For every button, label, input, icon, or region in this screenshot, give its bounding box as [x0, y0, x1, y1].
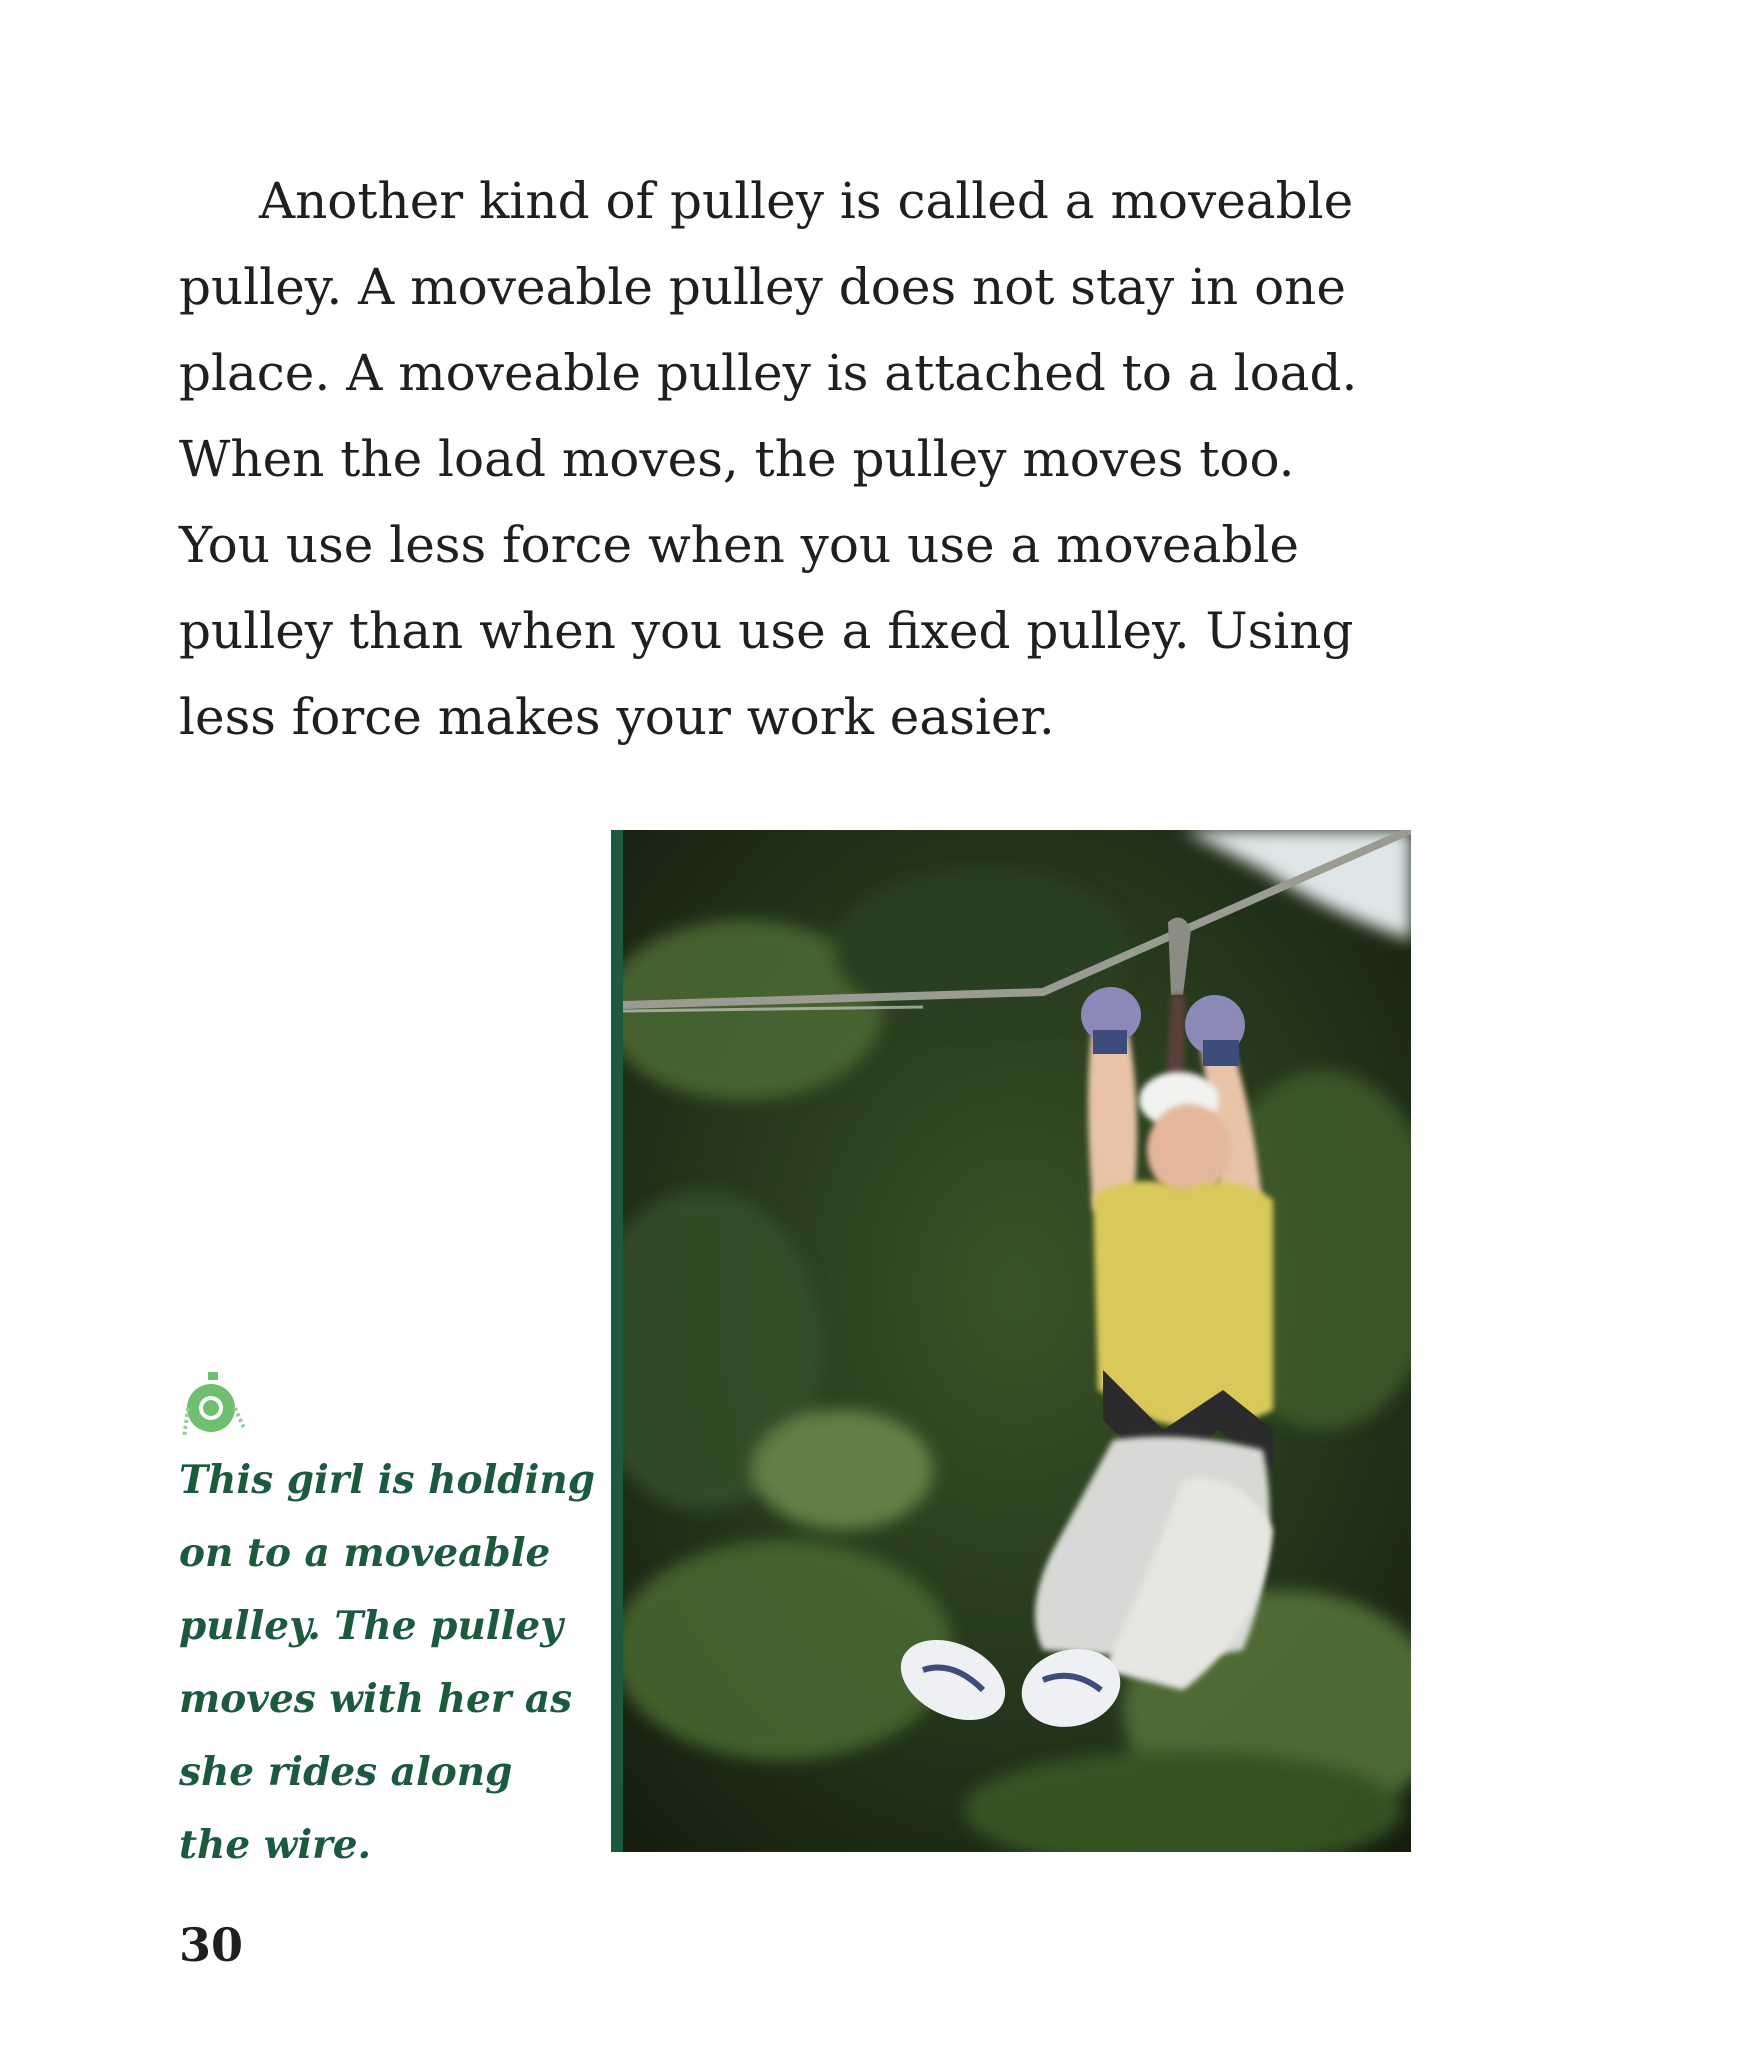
body-paragraph: [179, 158, 1419, 760]
zipline-photo: [611, 830, 1411, 1852]
page-number: 30: [179, 1918, 244, 1972]
zipline-photo-illustration: [623, 830, 1411, 1852]
photo-caption: [179, 1444, 599, 1882]
caption-line: she rides along: [179, 1749, 513, 1795]
body-line: You use less force when you use a moveable: [179, 516, 1299, 574]
body-line: When the load moves, the pulley moves too.: [179, 430, 1295, 488]
body-line: place. A moveable pulley is attached to a load.: [179, 344, 1358, 402]
caption-line: pulley. The pulley: [179, 1603, 563, 1649]
body-line: pulley. A moveable pulley does not stay in one: [179, 258, 1346, 316]
body-line: pulley than when you use a fixed pulley. Using: [179, 602, 1354, 660]
caption-line: the wire.: [179, 1822, 372, 1868]
caption-line: on to a moveable: [179, 1530, 551, 1576]
caption-line: moves with her as: [179, 1676, 573, 1722]
body-line: less force makes your work easier.: [179, 688, 1055, 746]
caption-line: This girl is holding: [179, 1457, 595, 1503]
pulley-icon: [180, 1372, 248, 1440]
body-line: Another kind of pulley is called a moveable: [259, 172, 1354, 230]
